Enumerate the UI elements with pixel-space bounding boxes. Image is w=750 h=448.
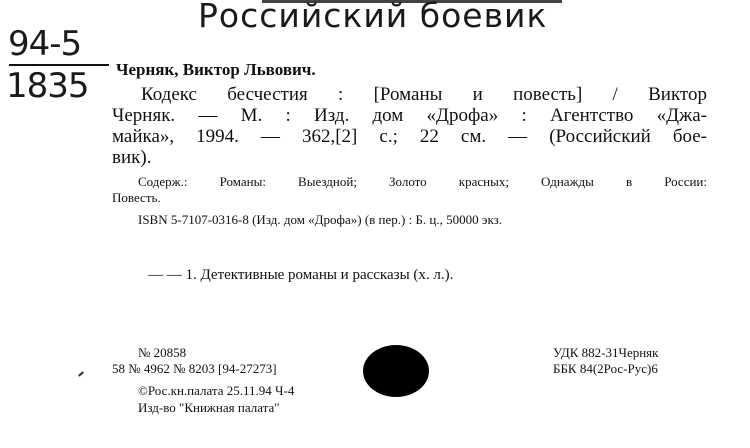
bbk-code: ББК 84(2Рос-Рус)6 [553,361,658,376]
handwritten-series-title: Российский боевик [198,0,548,35]
record-number: № 20858 [138,345,187,360]
contents-note-line-1: Содерж.: Романы: Выездной; Золото красных; Однажды в России: [138,174,707,189]
book-chamber-line: ©Рос.кн.палата 25.11.94 Ч-4 [138,383,295,398]
title-line-2: Черняк. — М. : Изд. дом «Дрофа» : Агентство «Джа- [112,105,707,126]
handwritten-call-number-top: 94-5 [8,24,82,64]
udk-code: УДК 882-31Черняк [553,345,659,360]
title-line-1: Кодекс бесчестия : [Романы и повесть] / Виктор [141,84,707,105]
contents-note-line-2: Повесть. [112,190,161,205]
handwritten-call-number-bottom: 1835 [6,66,89,106]
author-heading: Черняк, Виктор Львович. [116,60,316,79]
ink-blot [363,345,429,397]
stray-pen-mark [78,371,84,376]
title-line-4: вик). [112,147,152,168]
card-numbers-line: 58 № 4962 № 8203 [94-27273] [112,361,277,376]
isbn-line: ISBN 5-7107-0316-8 (Изд. дом «Дрофа») (в пер.) : Б. ц., 50000 экз. [138,212,502,227]
subject-heading: — — 1. Детективные романы и рассказы (х. л.). [148,267,454,283]
title-line-3: майка», 1994. — 362,[2] с.; 22 см. — (Российский бое- [112,126,707,147]
publisher-line: Изд-во "Книжная палата" [138,400,280,415]
